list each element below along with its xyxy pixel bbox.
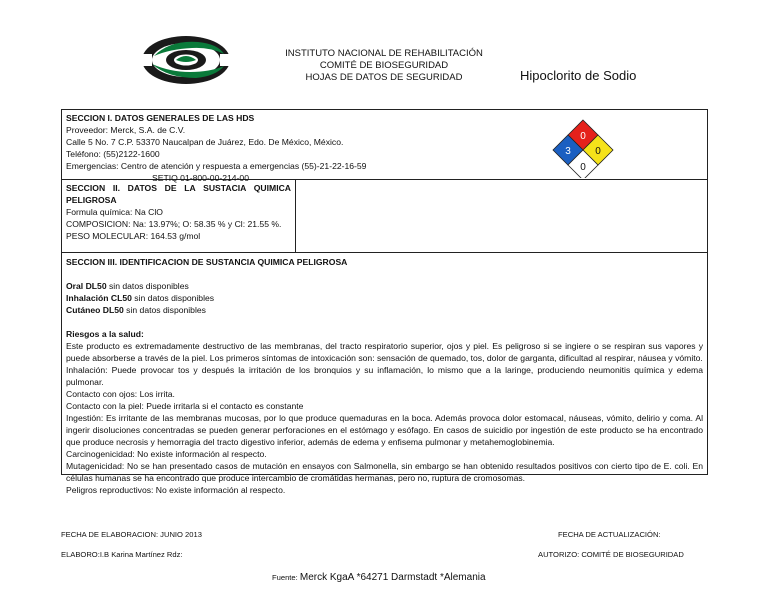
source-line — [272, 572, 486, 583]
section-chemical-data — [61, 180, 708, 253]
nfpa-hazard-diamond — [545, 118, 621, 178]
skin-contact-risk: Contacto con la piel: Puede irritarla si el contacto es constante — [66, 401, 304, 411]
mutagenicity: Mutagenicidad: No se han presentado casos de mutación en ensayos con Salmonella, sin embargo se han obtenido resultados positivos con cierto tipo de E. coli. En células humanas se ha encontrado que produce intercambio de cromátidas hermanas, pero no, ruptura de cromosomas. — [66, 461, 703, 483]
health-rating: 3 — [565, 146, 571, 157]
source-label: Fuente: — [272, 573, 298, 582]
ingestion-risk: Ingestión: Es irritante de las membranas mucosas, por lo que produce quemaduras en la boca. Además provoca dolor estomacal, náuseas, vómito, delirio y coma. Al ingerir disoluciones concentradas se pueden generar perforaciones en el estómago y esófago. En casos de suicidio por ingestión de este producto se ha encontrado que produce necrosis y hemorragia del tracto digestivo inferior, además de edema y enfisema pulmonar y metahemoglobinemia. — [66, 413, 703, 447]
institution-header — [260, 48, 508, 84]
prepared-by: ELABORO:I.B Karina Martínez Rdz: — [61, 550, 183, 559]
section2-title: SECCION II. DATOS DE LA SUSTACIA QUIMICA PELIGROSA — [66, 183, 291, 205]
institution-logo — [140, 34, 232, 86]
product-name: Hipoclorito de Sodio — [520, 68, 637, 83]
flammability-rating: 0 — [580, 131, 586, 142]
chemical-formula: Formula química: Na ClO — [66, 207, 163, 217]
reproductive-hazards: Peligros reproductivos: No existe información al respecto. — [66, 485, 286, 495]
institute-name: INSTITUTO NACIONAL DE REHABILITACIÓN — [285, 48, 483, 59]
molecular-weight: PESO MOLECULAR: 164.53 g/mol — [66, 231, 201, 241]
section3-title: SECCION III. IDENTIFICACION DE SUSTANCIA QUIMICA PELIGROSA — [66, 257, 348, 267]
section1-title: SECCION I. DATOS GENERALES DE LAS HDS — [66, 113, 255, 123]
authorized-by: AUTORIZO: COMITÉ DE BIOSEGURIDAD — [538, 550, 684, 559]
provider: Proveedor: Merck, S.A. de C.V. — [66, 125, 186, 135]
setiq-number: SETIQ 01-800-00-214-00 — [152, 173, 249, 183]
oral-dl50: Oral DL50 sin datos disponibles — [66, 281, 189, 291]
source-value: Merck KgaA *64271 Darmstadt *Alemania — [299, 572, 486, 583]
special-rating: 0 — [580, 162, 586, 173]
inhalation-cl50: Inhalación CL50 sin datos disponibles — [66, 293, 215, 303]
composition: COMPOSICION: Na: 13.97%; O: 58.35 % y Cl: 21.55 %. — [66, 219, 282, 229]
address: Calle 5 No. 7 C.P. 53370 Naucalpan de Juárez, Edo. De México, México. — [66, 137, 344, 147]
update-date: FECHA DE ACTUALIZACIÓN: — [558, 530, 661, 539]
phone: Teléfono: (55)2122-1600 — [66, 149, 160, 159]
emergency-contact: Emergencias: Centro de atención y respuesta a emergencias (55)-21-22-16-59 — [66, 161, 367, 171]
carcinogenicity: Carcinogenicidad: No existe información al respecto. — [66, 449, 267, 459]
reactivity-rating: 0 — [595, 146, 601, 157]
elaboration-date: FECHA DE ELABORACION: JUNIO 2013 — [61, 530, 202, 539]
health-risks-title: Riesgos a la salud: — [66, 329, 144, 339]
inhalation-risk: Inhalación: Puede provocar tos y después la irritación de los bronquios y su inflamación, lo mismo que a la laringe, produciendo neumonitis química y edema pulmonar. — [66, 365, 703, 387]
section-hazard-identification — [61, 253, 708, 495]
health-risks-summary: Este producto es extremadamente destructivo de las membranas, del tracto respiratorio superior, ojos y piel. Es peligroso si se ingiere o se respiran sus vapores y puede absorberse a través de la piel. Los primeros síntomas de intoxicación son: sensación de quemado, tos, dolor de garganta, dificultad al respirar, náusea y vómito. — [66, 341, 703, 363]
dermal-dl50: Cutáneo DL50 sin datos disponibles — [66, 305, 206, 315]
committee-name: COMITÉ DE BIOSEGURIDAD — [319, 60, 449, 71]
document-type: HOJAS DE DATOS DE SEGURIDAD — [305, 72, 463, 83]
eye-contact-risk: Contacto con ojos: Los irrita. — [66, 389, 175, 399]
